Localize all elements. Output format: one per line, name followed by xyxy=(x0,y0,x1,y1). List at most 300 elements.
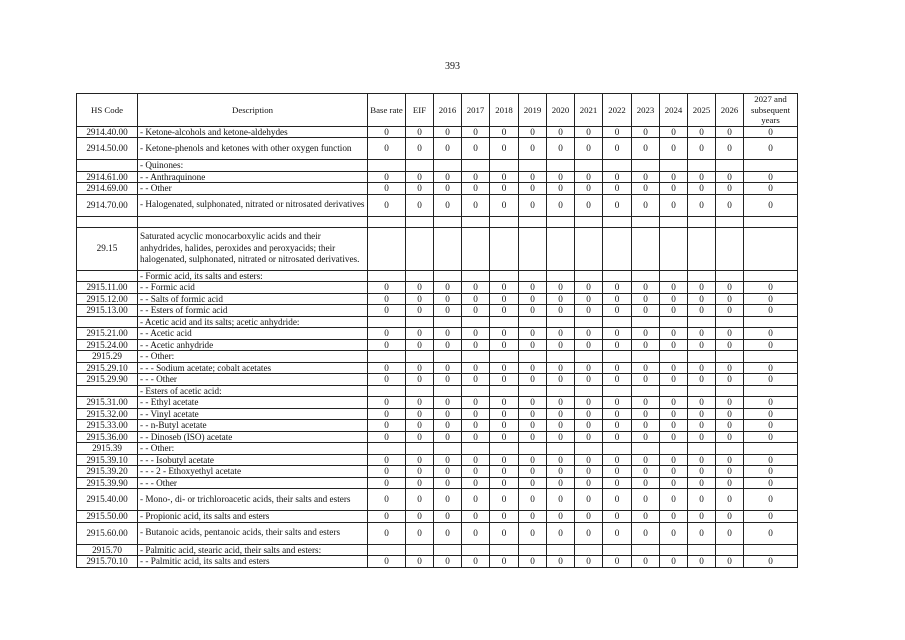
hs-code-cell: 2915.60.00 xyxy=(77,522,138,544)
rate-cell xyxy=(368,227,406,270)
rate-cell: 0 xyxy=(519,556,547,568)
rate-cell xyxy=(368,160,406,172)
hs-code-cell: 2915.70.10 xyxy=(77,556,138,568)
rate-cell: 0 xyxy=(462,171,490,183)
rate-cell: 0 xyxy=(462,489,490,511)
rate-cell xyxy=(575,443,603,455)
rate-cell: 0 xyxy=(406,397,434,409)
rate-cell: 0 xyxy=(716,328,744,340)
rate-cell xyxy=(575,385,603,397)
rate-cell: 0 xyxy=(406,138,434,160)
rate-cell: 0 xyxy=(519,397,547,409)
rate-cell xyxy=(575,270,603,282)
rate-cell xyxy=(406,544,434,556)
rate-cell: 0 xyxy=(716,126,744,138)
rate-cell: 0 xyxy=(632,454,660,466)
hs-code-cell: 2915.24.00 xyxy=(77,339,138,351)
rate-cell: 0 xyxy=(660,194,688,216)
rate-cell: 0 xyxy=(632,489,660,511)
rate-cell: 0 xyxy=(462,454,490,466)
rate-cell: 0 xyxy=(632,305,660,317)
rate-cell: 0 xyxy=(603,305,632,317)
rate-cell: 0 xyxy=(434,477,462,489)
hs-code-cell: 2914.40.00 xyxy=(77,126,138,138)
rate-cell: 0 xyxy=(744,466,798,478)
rate-cell: 0 xyxy=(603,183,632,195)
rate-cell: 0 xyxy=(547,477,575,489)
rate-cell: 0 xyxy=(716,522,744,544)
rate-cell: 0 xyxy=(632,522,660,544)
rate-cell xyxy=(462,216,490,227)
table-row xyxy=(77,194,798,216)
rate-cell: 0 xyxy=(519,477,547,489)
description-cell: - - Dinoseb (ISO) acetate xyxy=(138,431,368,443)
rate-cell: 0 xyxy=(603,126,632,138)
rate-cell: 0 xyxy=(716,183,744,195)
rate-cell xyxy=(547,351,575,363)
rate-cell xyxy=(462,270,490,282)
table-row xyxy=(77,328,798,340)
description-cell: - Acetic acid and its salts; acetic anhydride: xyxy=(138,316,368,328)
rate-cell: 0 xyxy=(575,477,603,489)
column-header: 2017 xyxy=(462,94,490,127)
hs-code-cell: 2915.70 xyxy=(77,544,138,556)
rate-cell: 0 xyxy=(575,126,603,138)
rate-cell: 0 xyxy=(603,362,632,374)
rate-cell: 0 xyxy=(519,374,547,386)
rate-cell xyxy=(632,443,660,455)
rate-cell xyxy=(575,227,603,270)
rate-cell: 0 xyxy=(744,477,798,489)
rate-cell xyxy=(688,544,716,556)
page-number: 393 xyxy=(445,61,460,72)
rate-cell: 0 xyxy=(406,362,434,374)
rate-cell: 0 xyxy=(547,183,575,195)
description-cell: - - Acetic acid xyxy=(138,328,368,340)
rate-cell: 0 xyxy=(490,328,519,340)
hs-code-cell xyxy=(77,216,138,227)
column-header: Base rate xyxy=(368,94,406,127)
description-cell: - - - Isobutyl acetate xyxy=(138,454,368,466)
rate-cell: 0 xyxy=(490,194,519,216)
rate-cell: 0 xyxy=(632,397,660,409)
rate-cell: 0 xyxy=(660,522,688,544)
rate-cell: 0 xyxy=(688,477,716,489)
rate-cell: 0 xyxy=(368,477,406,489)
rate-cell: 0 xyxy=(490,477,519,489)
column-header: 2027 and subsequent years xyxy=(744,94,798,127)
rate-cell: 0 xyxy=(368,511,406,523)
description-cell: - Mono-, di- or trichloroacetic acids, their salts and esters xyxy=(138,489,368,511)
rate-cell: 0 xyxy=(368,397,406,409)
rate-cell: 0 xyxy=(660,126,688,138)
hs-code-cell: 2914.50.00 xyxy=(77,138,138,160)
rate-cell: 0 xyxy=(490,171,519,183)
column-header: 2024 xyxy=(660,94,688,127)
rate-cell: 0 xyxy=(575,489,603,511)
column-header: 2020 xyxy=(547,94,575,127)
rate-cell: 0 xyxy=(632,408,660,420)
rate-cell: 0 xyxy=(547,556,575,568)
description-cell: Saturated acyclic monocarboxylic acids and their anhydrides, halides, peroxides and peroxyacids; their halogenated, sulphonated, nitrated or nitrosated derivatives. xyxy=(138,227,368,270)
column-header: HS Code xyxy=(77,94,138,127)
rate-cell: 0 xyxy=(434,171,462,183)
rate-cell: 0 xyxy=(547,138,575,160)
rate-cell xyxy=(603,160,632,172)
description-cell: - - - 2 - Ethoxyethyl acetate xyxy=(138,466,368,478)
rate-cell xyxy=(490,270,519,282)
rate-cell: 0 xyxy=(688,374,716,386)
rate-cell: 0 xyxy=(519,489,547,511)
hs-code-cell: 2915.21.00 xyxy=(77,328,138,340)
rate-cell: 0 xyxy=(632,138,660,160)
rate-cell: 0 xyxy=(660,293,688,305)
description-cell: - - Esters of formic acid xyxy=(138,305,368,317)
rate-cell: 0 xyxy=(660,431,688,443)
description-cell: - Formic acid, its salts and esters: xyxy=(138,270,368,282)
rate-cell: 0 xyxy=(660,489,688,511)
table-header-row xyxy=(77,94,798,127)
rate-cell: 0 xyxy=(368,305,406,317)
rate-cell: 0 xyxy=(575,431,603,443)
rate-cell xyxy=(744,385,798,397)
rate-cell: 0 xyxy=(603,522,632,544)
rate-cell: 0 xyxy=(688,282,716,294)
rate-cell xyxy=(632,316,660,328)
rate-cell: 0 xyxy=(744,408,798,420)
rate-cell xyxy=(462,443,490,455)
rate-cell xyxy=(603,270,632,282)
rate-cell: 0 xyxy=(744,397,798,409)
rate-cell: 0 xyxy=(744,138,798,160)
rate-cell: 0 xyxy=(519,339,547,351)
rate-cell xyxy=(434,443,462,455)
rate-cell: 0 xyxy=(688,522,716,544)
rate-cell xyxy=(575,351,603,363)
description-cell: - - Vinyl acetate xyxy=(138,408,368,420)
rate-cell: 0 xyxy=(406,454,434,466)
rate-cell: 0 xyxy=(744,522,798,544)
rate-cell xyxy=(519,385,547,397)
rate-cell: 0 xyxy=(744,293,798,305)
rate-cell xyxy=(744,544,798,556)
column-header: 2021 xyxy=(575,94,603,127)
rate-cell: 0 xyxy=(490,408,519,420)
rate-cell xyxy=(368,351,406,363)
rate-cell: 0 xyxy=(575,511,603,523)
rate-cell: 0 xyxy=(490,397,519,409)
rate-cell: 0 xyxy=(519,362,547,374)
hs-code-cell: 2915.13.00 xyxy=(77,305,138,317)
hs-code-cell: 2915.50.00 xyxy=(77,511,138,523)
rate-cell: 0 xyxy=(575,408,603,420)
rate-cell: 0 xyxy=(660,183,688,195)
rate-cell: 0 xyxy=(688,408,716,420)
rate-cell: 0 xyxy=(462,305,490,317)
rate-cell xyxy=(547,216,575,227)
rate-cell: 0 xyxy=(660,466,688,478)
rate-cell xyxy=(744,216,798,227)
rate-cell: 0 xyxy=(519,328,547,340)
rate-cell: 0 xyxy=(547,522,575,544)
table-row xyxy=(77,374,798,386)
hs-code-cell: 2915.39.10 xyxy=(77,454,138,466)
rate-cell: 0 xyxy=(632,328,660,340)
rate-cell xyxy=(490,316,519,328)
rate-cell: 0 xyxy=(744,489,798,511)
rate-cell: 0 xyxy=(688,138,716,160)
rate-cell xyxy=(368,385,406,397)
rate-cell xyxy=(547,443,575,455)
rate-cell: 0 xyxy=(660,171,688,183)
rate-cell xyxy=(406,270,434,282)
rate-cell: 0 xyxy=(547,374,575,386)
rate-cell: 0 xyxy=(716,408,744,420)
rate-cell: 0 xyxy=(547,328,575,340)
rate-cell xyxy=(660,316,688,328)
rate-cell xyxy=(632,385,660,397)
rate-cell xyxy=(519,227,547,270)
rate-cell xyxy=(660,385,688,397)
rate-cell: 0 xyxy=(434,466,462,478)
rate-cell: 0 xyxy=(406,408,434,420)
rate-cell: 0 xyxy=(406,171,434,183)
table-row xyxy=(77,351,798,363)
rate-cell xyxy=(434,316,462,328)
rate-cell: 0 xyxy=(406,339,434,351)
rate-cell: 0 xyxy=(603,431,632,443)
rate-cell: 0 xyxy=(490,466,519,478)
rate-cell xyxy=(716,227,744,270)
rate-cell xyxy=(434,544,462,556)
rate-cell: 0 xyxy=(575,328,603,340)
rate-cell: 0 xyxy=(368,138,406,160)
rate-cell xyxy=(716,316,744,328)
rate-cell xyxy=(603,443,632,455)
rate-cell: 0 xyxy=(462,183,490,195)
rate-cell: 0 xyxy=(632,511,660,523)
rate-cell: 0 xyxy=(744,183,798,195)
rate-cell: 0 xyxy=(603,328,632,340)
rate-cell: 0 xyxy=(434,138,462,160)
rate-cell: 0 xyxy=(368,454,406,466)
rate-cell: 0 xyxy=(519,171,547,183)
rate-cell: 0 xyxy=(744,305,798,317)
rate-cell: 0 xyxy=(434,556,462,568)
rate-cell: 0 xyxy=(744,454,798,466)
rate-cell: 0 xyxy=(490,183,519,195)
rate-cell: 0 xyxy=(688,431,716,443)
table-row xyxy=(77,126,798,138)
rate-cell: 0 xyxy=(462,431,490,443)
hs-code-cell: 29.15 xyxy=(77,227,138,270)
rate-cell: 0 xyxy=(490,489,519,511)
table-row xyxy=(77,397,798,409)
description-cell: - - Other: xyxy=(138,443,368,455)
rate-cell xyxy=(490,160,519,172)
rate-cell: 0 xyxy=(688,194,716,216)
rate-cell: 0 xyxy=(434,408,462,420)
rate-cell xyxy=(490,227,519,270)
rate-cell: 0 xyxy=(406,282,434,294)
hs-code-cell: 2915.32.00 xyxy=(77,408,138,420)
hs-code-cell: 2915.11.00 xyxy=(77,282,138,294)
rate-cell: 0 xyxy=(547,282,575,294)
hs-code-cell: 2914.70.00 xyxy=(77,194,138,216)
rate-cell: 0 xyxy=(462,362,490,374)
rate-cell: 0 xyxy=(688,420,716,432)
rate-cell: 0 xyxy=(744,126,798,138)
rate-cell: 0 xyxy=(434,305,462,317)
rate-cell: 0 xyxy=(434,328,462,340)
rate-cell: 0 xyxy=(632,293,660,305)
rate-cell: 0 xyxy=(688,454,716,466)
rate-cell: 0 xyxy=(368,408,406,420)
rate-cell: 0 xyxy=(632,556,660,568)
table-row xyxy=(77,316,798,328)
rate-cell: 0 xyxy=(575,171,603,183)
column-header: EIF xyxy=(406,94,434,127)
table-row xyxy=(77,522,798,544)
rate-cell xyxy=(406,216,434,227)
rate-cell: 0 xyxy=(462,138,490,160)
description-cell: - - n-Butyl acetate xyxy=(138,420,368,432)
table-row xyxy=(77,544,798,556)
rate-cell: 0 xyxy=(688,305,716,317)
rate-cell: 0 xyxy=(547,194,575,216)
rate-cell: 0 xyxy=(603,511,632,523)
rate-cell: 0 xyxy=(462,194,490,216)
rate-cell: 0 xyxy=(547,489,575,511)
rate-cell: 0 xyxy=(434,293,462,305)
rate-cell: 0 xyxy=(406,183,434,195)
rate-cell xyxy=(603,227,632,270)
rate-cell xyxy=(603,216,632,227)
rate-cell xyxy=(632,160,660,172)
rate-cell xyxy=(406,385,434,397)
rate-cell: 0 xyxy=(547,466,575,478)
rate-cell xyxy=(519,216,547,227)
table-body xyxy=(77,126,798,567)
rate-cell: 0 xyxy=(660,420,688,432)
rate-cell: 0 xyxy=(575,362,603,374)
hs-code-cell: 2915.36.00 xyxy=(77,431,138,443)
rate-cell xyxy=(744,227,798,270)
rate-cell: 0 xyxy=(462,556,490,568)
rate-cell xyxy=(406,316,434,328)
rate-cell xyxy=(716,544,744,556)
rate-cell xyxy=(660,227,688,270)
rate-cell: 0 xyxy=(575,183,603,195)
description-cell: - - Palmitic acid, its salts and esters xyxy=(138,556,368,568)
hs-code-cell: 2915.29.10 xyxy=(77,362,138,374)
description-cell: - Ketone-phenols and ketones with other oxygen function xyxy=(138,138,368,160)
rate-cell xyxy=(603,316,632,328)
rate-cell: 0 xyxy=(575,138,603,160)
table-row xyxy=(77,138,798,160)
rate-cell xyxy=(688,443,716,455)
table-row xyxy=(77,216,798,227)
rate-cell: 0 xyxy=(519,126,547,138)
rate-cell: 0 xyxy=(406,420,434,432)
rate-cell: 0 xyxy=(575,397,603,409)
rate-cell: 0 xyxy=(368,374,406,386)
rate-cell: 0 xyxy=(603,397,632,409)
rate-cell xyxy=(547,544,575,556)
rate-cell: 0 xyxy=(519,282,547,294)
rate-cell: 0 xyxy=(368,522,406,544)
rate-cell: 0 xyxy=(632,194,660,216)
description-cell: - - Salts of formic acid xyxy=(138,293,368,305)
rate-cell: 0 xyxy=(406,126,434,138)
rate-cell: 0 xyxy=(368,339,406,351)
rate-cell: 0 xyxy=(434,431,462,443)
rate-cell xyxy=(462,351,490,363)
table-row xyxy=(77,171,798,183)
description-cell: - - Acetic anhydride xyxy=(138,339,368,351)
rate-cell: 0 xyxy=(716,420,744,432)
rate-cell: 0 xyxy=(660,408,688,420)
rate-cell xyxy=(406,443,434,455)
hs-code-cell: 2915.39.20 xyxy=(77,466,138,478)
rate-cell: 0 xyxy=(368,126,406,138)
description-cell: - Esters of acetic acid: xyxy=(138,385,368,397)
rate-cell xyxy=(688,385,716,397)
hs-code-cell: 2915.29 xyxy=(77,351,138,363)
description-cell: - Halogenated, sulphonated, nitrated or nitrosated derivatives xyxy=(138,194,368,216)
rate-cell: 0 xyxy=(547,397,575,409)
rate-cell: 0 xyxy=(716,477,744,489)
rate-cell: 0 xyxy=(434,362,462,374)
rate-cell: 0 xyxy=(660,511,688,523)
rate-cell: 0 xyxy=(406,293,434,305)
rate-cell: 0 xyxy=(462,420,490,432)
rate-cell: 0 xyxy=(632,339,660,351)
table-row xyxy=(77,293,798,305)
rate-cell: 0 xyxy=(744,339,798,351)
rate-cell: 0 xyxy=(688,339,716,351)
hs-code-cell: 2915.40.00 xyxy=(77,489,138,511)
rate-cell: 0 xyxy=(716,454,744,466)
table-row xyxy=(77,431,798,443)
rate-cell: 0 xyxy=(716,305,744,317)
rate-cell xyxy=(434,351,462,363)
rate-cell xyxy=(434,270,462,282)
rate-cell: 0 xyxy=(688,466,716,478)
rate-cell: 0 xyxy=(490,511,519,523)
rate-cell xyxy=(632,227,660,270)
rate-cell: 0 xyxy=(490,293,519,305)
column-header: 2018 xyxy=(490,94,519,127)
rate-cell: 0 xyxy=(434,489,462,511)
rate-cell: 0 xyxy=(368,431,406,443)
rate-cell: 0 xyxy=(660,282,688,294)
rate-cell: 0 xyxy=(490,522,519,544)
rate-cell xyxy=(519,160,547,172)
rate-cell: 0 xyxy=(603,454,632,466)
rate-cell: 0 xyxy=(406,466,434,478)
rate-cell: 0 xyxy=(660,339,688,351)
rate-cell: 0 xyxy=(547,126,575,138)
hs-code-cell: 2915.39 xyxy=(77,443,138,455)
description-cell: - - - Sodium acetate; cobalt acetates xyxy=(138,362,368,374)
rate-cell: 0 xyxy=(490,431,519,443)
rate-cell: 0 xyxy=(660,397,688,409)
rate-cell xyxy=(434,160,462,172)
rate-cell: 0 xyxy=(744,362,798,374)
rate-cell: 0 xyxy=(490,126,519,138)
rate-cell: 0 xyxy=(716,138,744,160)
